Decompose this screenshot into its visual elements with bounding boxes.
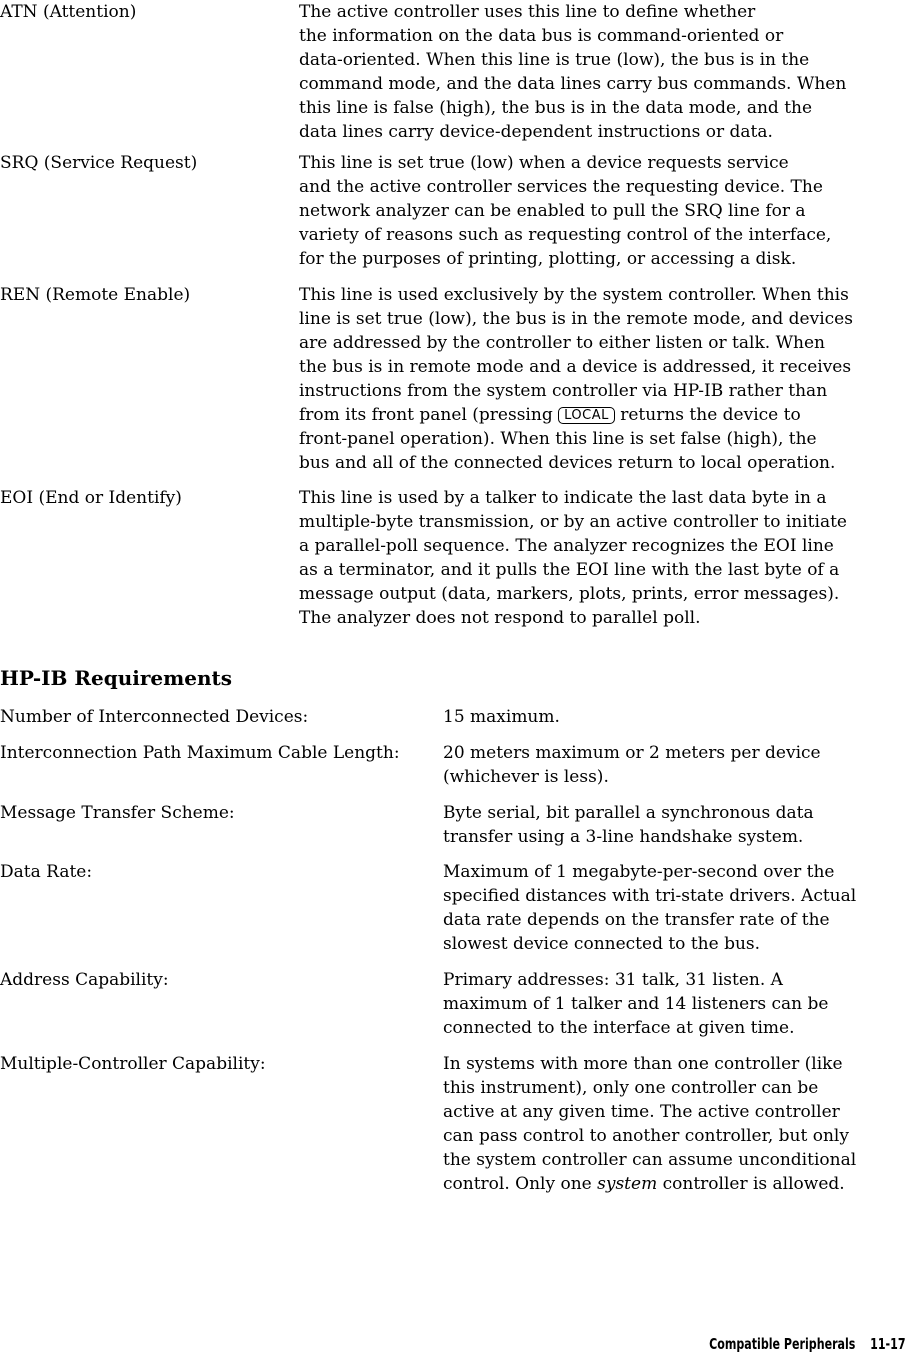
page-footer	[710, 1334, 906, 1354]
description-line: bus and all of the connected devices return to local operation.	[299, 453, 836, 473]
emphasis-line-after: controller is allowed.	[662, 1174, 845, 1194]
value-line: Maximum of 1 megabyte-per-second over the	[443, 862, 835, 882]
description-line: this line is false (high), the bus is in the data mode, and the	[299, 98, 813, 118]
requirement-value	[443, 705, 908, 729]
requirement-label: Message Transfer Scheme:	[0, 803, 235, 823]
description-line: front-panel operation). When this line is set false (high), the	[299, 429, 817, 449]
definition-term: SRQ (Service Request)	[0, 153, 198, 173]
value-line: connected to the interface at given time.	[443, 1018, 795, 1038]
value-line-with-emphasis	[443, 1172, 908, 1196]
value-line: slowest device connected to the bus.	[443, 934, 761, 954]
description-line: This line is used by a talker to indicate the last data byte in a	[299, 488, 827, 508]
requirement-label: Multiple-Controller Capability:	[0, 1054, 266, 1074]
definition-description	[299, 283, 908, 475]
description-line: a parallel-poll sequence. The analyzer recognizes the EOI line	[299, 536, 834, 556]
description-line: the information on the data bus is command-oriented or	[299, 26, 784, 46]
description-line: The active controller uses this line to define whether	[299, 2, 756, 22]
description-line: message output (data, markers, plots, prints, error messages).	[299, 584, 840, 604]
key-line-text-after: returns the device to	[620, 405, 801, 425]
description-line: variety of reasons such as requesting control of the interface,	[299, 225, 832, 245]
description-line: instructions from the system controller via HP-IB rather than	[299, 381, 828, 401]
description-line: multiple-byte transmission, or by an active controller to initiate	[299, 512, 847, 532]
value-line: Primary addresses: 31 talk, 31 listen. A	[443, 970, 783, 990]
description-line: are addressed by the controller to either listen or talk. When	[299, 333, 825, 353]
local-key: LOCAL	[558, 407, 615, 424]
value-line: maximum of 1 talker and 14 listeners can be	[443, 994, 829, 1014]
value-line: the system controller can assume unconditional	[443, 1150, 857, 1170]
emphasis-line-before: control. Only one	[443, 1174, 592, 1194]
value-line: active at any given time. The active controller	[443, 1102, 840, 1122]
definition-term: REN (Remote Enable)	[0, 285, 191, 305]
key-line-text-before: from its front panel (pressing	[299, 405, 553, 425]
section-heading: HP-IB Requirements	[0, 666, 233, 690]
description-line: command mode, and the data lines carry bus commands. When	[299, 74, 847, 94]
value-line: data rate depends on the transfer rate of the	[443, 910, 830, 930]
description-line: This line is set true (low) when a device requests service	[299, 153, 789, 173]
description-line: the bus is in remote mode and a device is addressed, it receives	[299, 357, 852, 377]
value-line: In systems with more than one controller (like	[443, 1054, 843, 1074]
definition-description	[299, 486, 908, 630]
description-line: data-oriented. When this line is true (low), the bus is in the	[299, 50, 810, 70]
description-line: This line is used exclusively by the system controller. When this	[299, 285, 849, 305]
requirement-value	[443, 1052, 908, 1196]
requirement-value	[443, 801, 908, 849]
requirement-label: Number of Interconnected Devices:	[0, 707, 309, 727]
description-line: network analyzer can be enabled to pull the SRQ line for a	[299, 201, 806, 221]
description-line: The analyzer does not respond to parallel poll.	[299, 608, 701, 628]
definition-description	[299, 151, 908, 271]
value-line: this instrument), only one controller can be	[443, 1078, 819, 1098]
requirement-label: Interconnection Path Maximum Cable Length:	[0, 743, 400, 763]
requirement-label: Data Rate:	[0, 862, 93, 882]
description-line-with-key	[299, 403, 908, 427]
value-line: 15 maximum.	[443, 707, 560, 727]
definition-term: ATN (Attention)	[0, 2, 137, 22]
description-line: as a terminator, and it pulls the EOI line with the last byte of a	[299, 560, 840, 580]
value-line: specified distances with tri-state drivers. Actual	[443, 886, 857, 906]
description-line: data lines carry device-dependent instructions or data.	[299, 122, 773, 142]
definition-description	[299, 0, 908, 144]
value-line: 20 meters maximum or 2 meters per device	[443, 743, 821, 763]
requirement-value	[443, 968, 908, 1040]
description-line: and the active controller services the requesting device. The	[299, 177, 823, 197]
requirement-label: Address Capability:	[0, 970, 169, 990]
page-number: 11-17	[870, 1335, 906, 1353]
value-line: can pass control to another controller, but only	[443, 1126, 849, 1146]
description-line: line is set true (low), the bus is in the remote mode, and devices	[299, 309, 853, 329]
emphasis-word: system	[597, 1174, 658, 1194]
requirement-value	[443, 860, 908, 956]
value-line: (whichever is less).	[443, 767, 609, 787]
description-line: for the purposes of printing, plotting, or accessing a disk.	[299, 249, 797, 269]
footer-section-title: Compatible Peripherals	[709, 1335, 856, 1353]
value-line: Byte serial, bit parallel a synchronous data	[443, 803, 814, 823]
definition-term: EOI (End or Identify)	[0, 488, 182, 508]
value-line: transfer using a 3-line handshake system.	[443, 827, 804, 847]
requirement-value	[443, 741, 908, 789]
